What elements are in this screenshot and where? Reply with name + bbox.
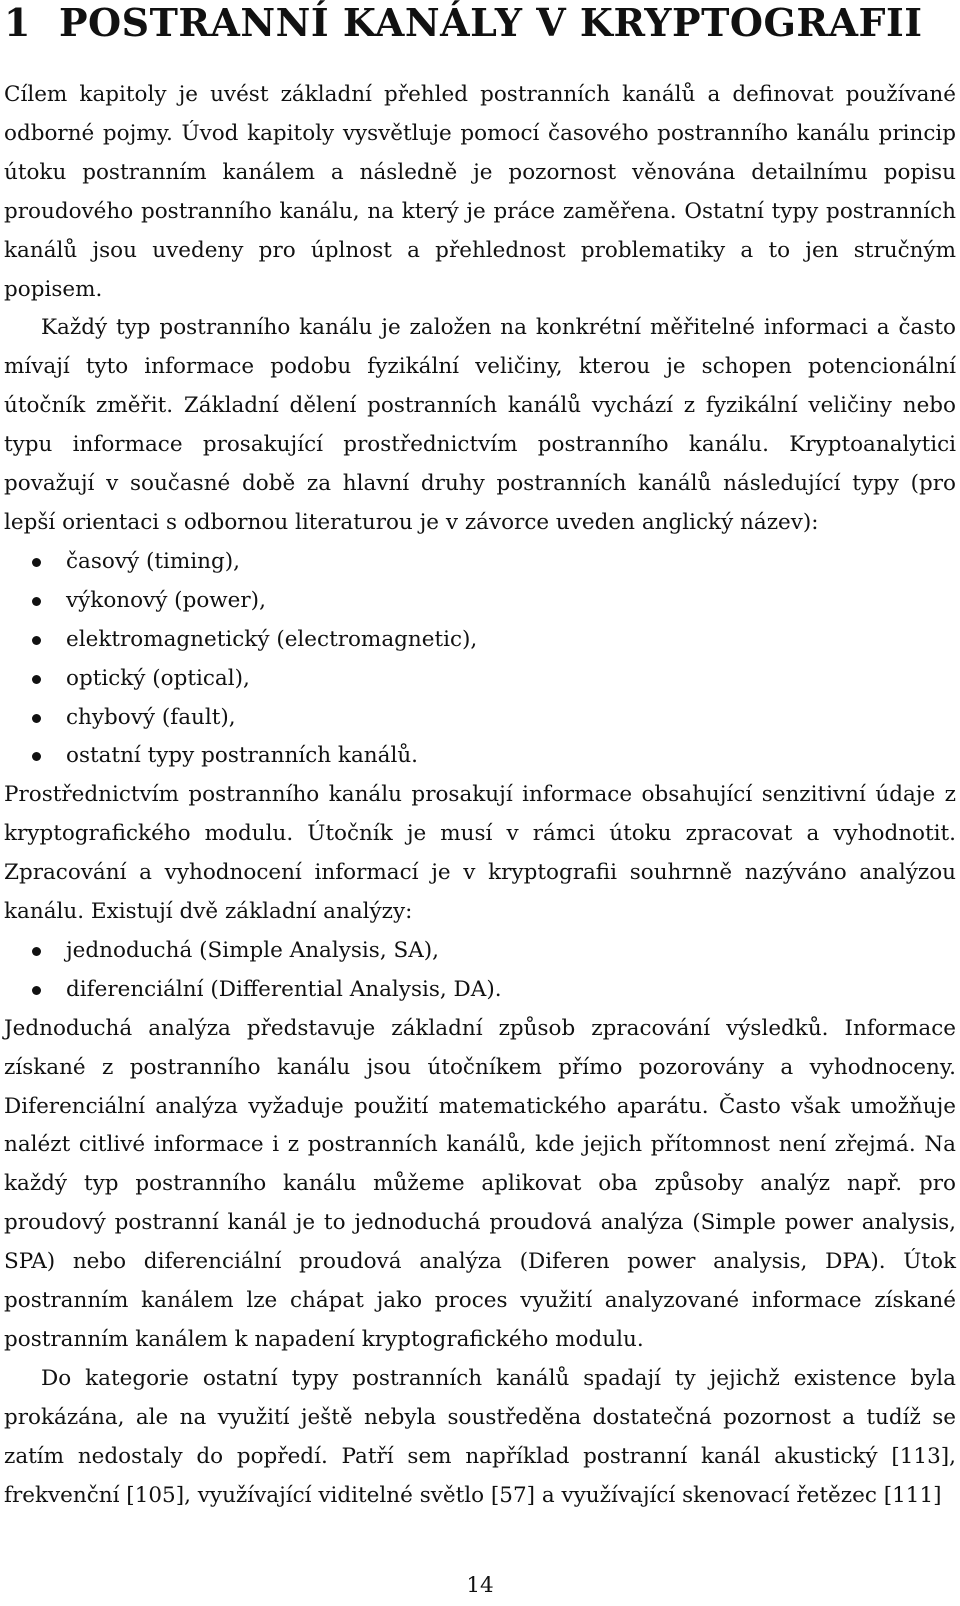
list-item-text: ostatní typy postranních kanálů. — [66, 743, 418, 769]
list-item — [4, 699, 956, 738]
list-item — [4, 660, 956, 699]
list-item — [4, 582, 956, 621]
bullet-icon — [32, 597, 41, 606]
paragraph-intro: Cílem kapitoly je uvést základní přehled postranních kanálů a definovat používané odborné pojmy. Úvod kapitoly vysvětluje pomocí časového postranního kanálu princip útoku postranním kanálem a následně je pozornost věnována detailnímu popisu proudového postranního kanálu, na který je práce zaměřena. Ostatní typy postranních kanálů jsou uvedeny pro úplnost a přehlednost problematiky a to jen stručným popisem. — [4, 82, 956, 302]
body-text — [4, 76, 956, 1516]
paragraph-channel-types: Každý typ postranního kanálu je založen na konkrétní měřitelné informaci a často mívají tyto informace podobu fyzikální veličiny, kterou je schopen potencionální útočník změřit. Základní dělení postranních kanálů vychází z fyzikální veličiny nebo typu informace prosakující prostřednictvím postranního kanálu. Kryptoanalytici považují v současné době za hlavní druhy postranních kanálů následující typy (pro lepší orientaci s odbornou literaturou je v závorce uveden anglický název): — [4, 315, 956, 535]
list-item-text: časový (timing), — [66, 548, 240, 574]
list-item-text: chybový (fault), — [66, 704, 236, 730]
list-item-text: optický (optical), — [66, 665, 250, 691]
bullet-icon — [32, 714, 41, 723]
list-item — [4, 543, 956, 582]
paragraph-analysis-detail: Jednoduchá analýza představuje základní způsob zpracování výsledků. Informace získané z postranního kanálu jsou útočníkem přímo pozorovány a vyhodnoceny. Diferenciální analýza vyžaduje použití matematického aparátu. Často však umožňuje nalézt citlivé informace i z postranních kanálů, kde jejich přítomnost není zřejmá. Na každý typ postranního kanálu můžeme aplikovat oba způsoby analýz např. pro proudový postranní kanál je to jednoduchá proudová analýza (Simple power analysis, SPA) nebo diferenciální proudová analýza (Diferen power analysis, DPA). Útok postranním kanálem lze chápat jako proces využití analyzované informace získané postranním kanálem k napadení kryptografického modulu. — [4, 1015, 956, 1352]
bullet-icon — [32, 675, 41, 684]
chapter-number: 1 — [4, 0, 31, 45]
paragraph-other-channels: Do kategorie ostatní typy postranních kanálů spadají ty jejichž existence byla prokázána, ale na využití ještě nebyla soustředěna dostatečná pozornost a tudíž se zatím nedostaly do popředí. Patří sem například postranní kanál akustický [113], frekvenční [105], využívající viditelné světlo [57] a využívající skenovací řetězec [111] — [4, 1365, 956, 1508]
list-item — [4, 932, 956, 971]
bullet-icon — [32, 986, 41, 995]
list-item-text: výkonový (power), — [66, 587, 266, 613]
list-item — [4, 737, 956, 776]
bullet-icon — [32, 636, 41, 645]
page-number: 14 — [466, 1573, 494, 1598]
list-item — [4, 621, 956, 660]
list-item — [4, 971, 956, 1010]
paragraph-analysis: Prostřednictvím postranního kanálu prosakují informace obsahující senzitivní údaje z kryptografického modulu. Útočník je musí v rámci útoku zpracovat a vyhodnotit. Zpracování a vyhodnocení informací je v kryptografii souhrnně nazýváno analýzou kanálu. Existují dvě základní analýzy: — [4, 782, 956, 925]
bullet-icon — [32, 558, 41, 567]
list-item-text: elektromagnetický (electromagnetic), — [66, 626, 478, 652]
list-item-text: diferenciální (Differential Analysis, DA). — [66, 976, 502, 1002]
chapter-heading — [4, 0, 956, 46]
bullet-icon — [32, 752, 41, 761]
list-item-text: jednoduchá (Simple Analysis, SA), — [66, 937, 439, 963]
channel-types-list — [4, 543, 956, 776]
chapter-title: POSTRANNÍ KANÁLY V KRYPTOGRAFII — [58, 0, 923, 45]
analysis-types-list — [4, 932, 956, 1010]
bullet-icon — [32, 947, 41, 956]
